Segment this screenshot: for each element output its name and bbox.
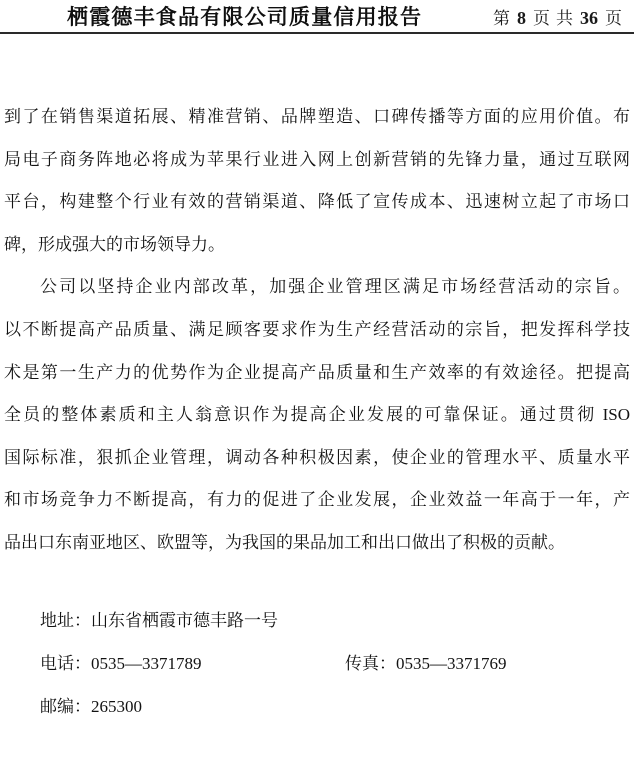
document-body (0, 96, 634, 565)
text-line: 局电子商务阵地必将成为苹果行业进入网上创新营销的先锋力量，通过互联网 (4, 149, 630, 169)
report-title: 栖霞德丰食品有限公司质量信用报告 (67, 6, 423, 29)
text-line: 公司以坚持企业内部改革，加强企业管理区满足市场经营活动的宗旨。 (40, 277, 630, 297)
page-indicator-of-label: 共 (556, 9, 573, 28)
fax-value: 传真：0535—3371769 (345, 653, 507, 673)
text-line: 碑，形成强大的市场领导力。 (4, 234, 225, 254)
current-page-number: 8 (517, 8, 526, 28)
text-line: 全员的整体素质和主人翁意识作为提高企业发展的可靠保证。通过贯彻 ISO (4, 405, 630, 425)
page-indicator-suffix: 页 (605, 9, 622, 28)
address-line: 地址：山东省栖霞市德丰路一号 (40, 610, 278, 630)
total-pages-number: 36 (580, 8, 598, 28)
text-line: 平台，构建整个行业有效的营销渠道、降低了宣传成本、迅速树立起了市场口 (4, 192, 630, 212)
postal-code-line: 邮编：265300 (40, 696, 142, 716)
text-line: 品出口东南亚地区、欧盟等，为我国的果品加工和出口做出了积极的贡献。 (4, 532, 565, 552)
text-line: 到了在销售渠道拓展、精准营销、品牌塑造、口碑传播等方面的应用价值。布 (4, 107, 630, 126)
phone-value: 电话：0535—3371789 (40, 653, 202, 673)
text-line: 和市场竞争力不断提高，有力的促进了企业发展，企业效益一年高于一年，产 (4, 490, 630, 510)
paragraph (4, 266, 630, 564)
page-indicator-prefix: 第 (493, 9, 510, 28)
text-line: 术是第一生产力的优势作为企业提高产品质量和生产效率的有效途径。把提高 (4, 362, 630, 382)
page-indicator (490, 4, 625, 29)
contact-block (0, 599, 634, 728)
paragraph (4, 96, 630, 266)
text-line: 以不断提高产品质量、满足顾客要求作为生产经营活动的宗旨，把发挥科学技 (4, 319, 630, 339)
page-header (0, 0, 634, 34)
page-indicator-pages-label: 页 (533, 9, 550, 28)
phone-fax-line (40, 642, 634, 685)
text-line: 国际标准，狠抓企业管理，调动各种积极因素，使企业的管理水平、质量水平 (4, 447, 630, 467)
